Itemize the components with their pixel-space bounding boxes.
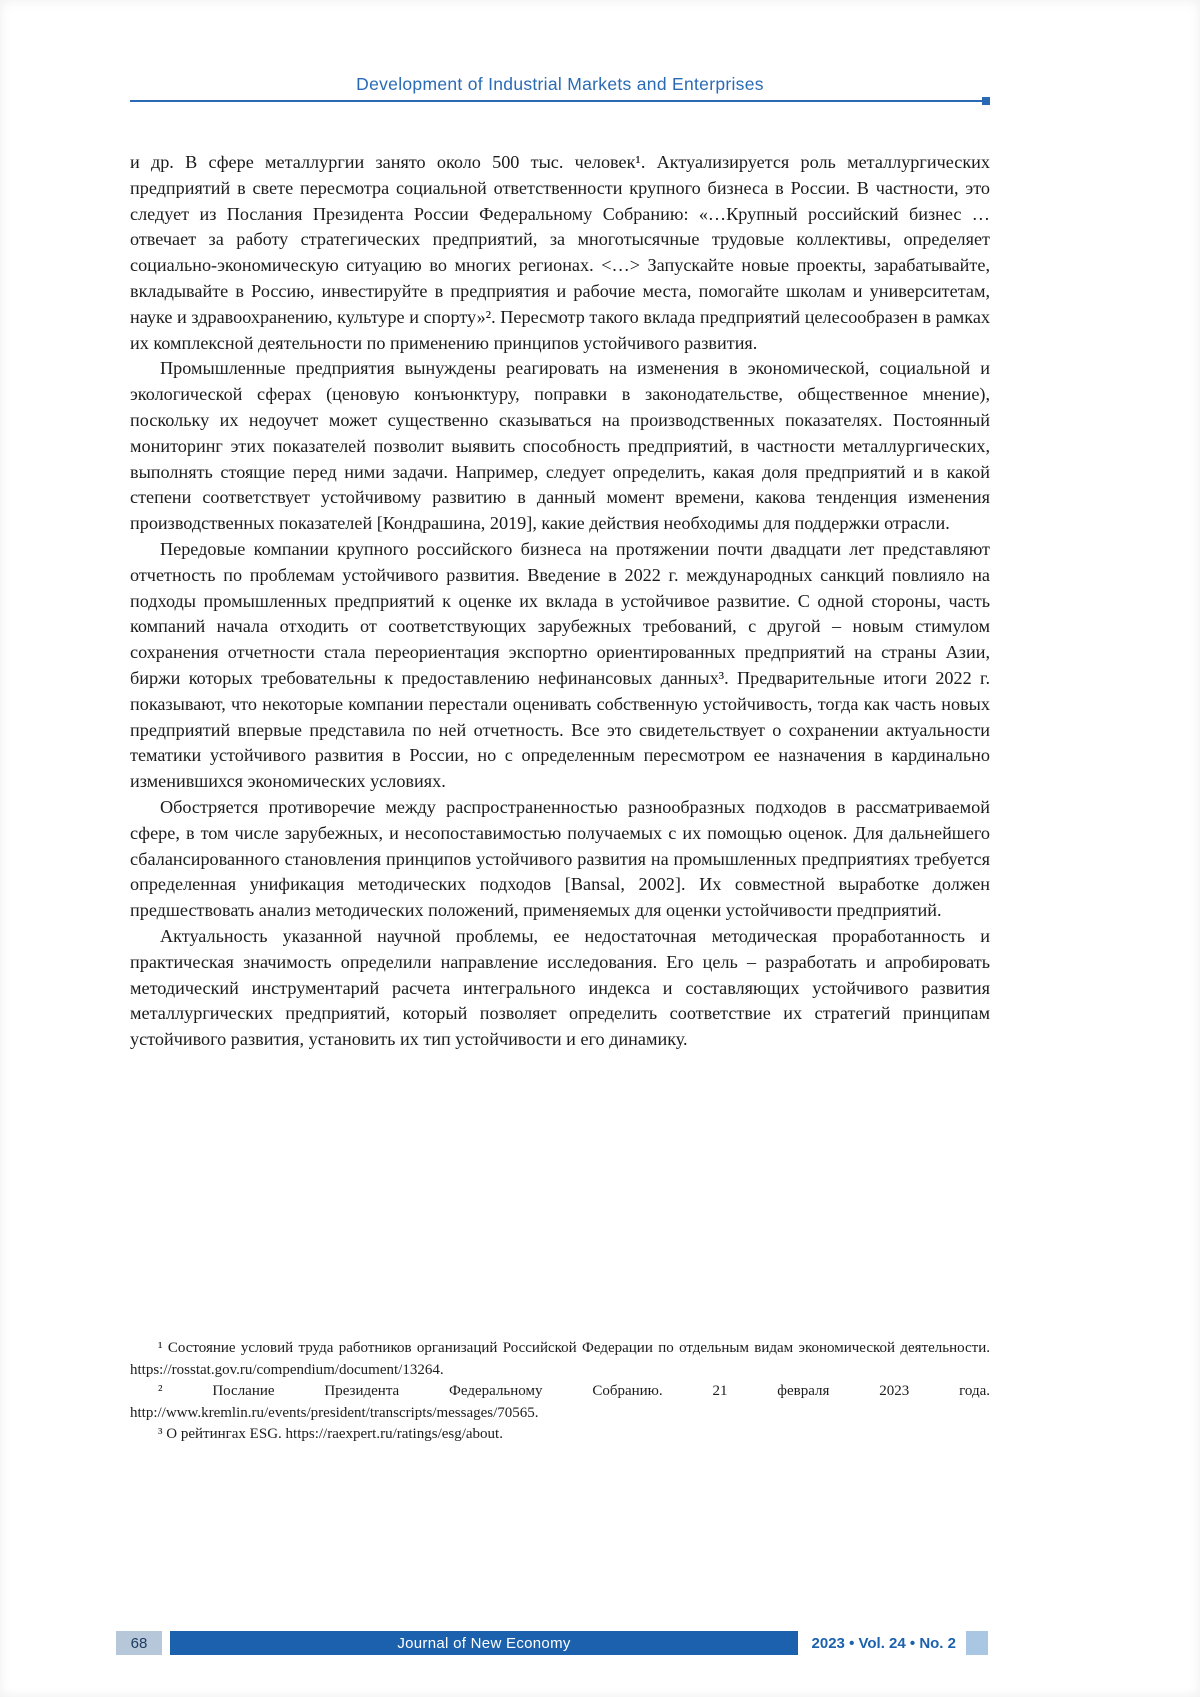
paragraph: Промышленные предприятия вынуждены реагировать на изменения в экономической, социальной и экологической сферах (ценовую конъюнктуру, поправки в законодательстве, общественное мнение), поскольку их недоучет может существенно сказываться на производственных показателях. Постоянный мониторинг этих показателей позволит выявить способность предприятий, в частности металлургических, выполнять стоящие перед ними задачи. Например, следует определить, какая доля предприятий и в какой степени соответствует устойчивому развитию в данный момент времени, какова тенденция изменения производственных показателей [Кондрашина, 2019], какие действия необходимы для поддержки отрасли. (130, 358, 990, 534)
running-head: Development of Industrial Markets and Enterprises (356, 74, 764, 94)
footnote: ² Послание Президента Федеральному Собранию. 21 февраля 2023 года. http://www.kremlin.ru/events/president/transcripts/messages/70565. (130, 1383, 990, 1421)
footnote: ³ О рейтингах ESG. https://raexpert.ru/ratings/esg/about. (158, 1426, 503, 1443)
issue-info: 2023 • Vol. 24 • No. 2 (811, 1634, 956, 1652)
footnotes-section (130, 1338, 990, 1446)
footnote: ¹ Состояние условий труда работников организаций Российской Федерации по отдельным видам экономической деятельности. https://rosstat.gov.ru/compendium/document/13264. (130, 1340, 990, 1378)
paragraph: Передовые компании крупного российского бизнеса на протяжении почти двадцати лет представляют отчетность по проблемам устойчивого развития. Введение в 2022 г. международных санкций повлияло на подходы промышленных предприятий к оценке их вклада в устойчивое развитие. С одной стороны, часть компаний начала отходить от соответствующих зарубежных требований, с другой – новым стимулом сохранения отчетности стала переориентация экспортно ориентированных предприятий на страны Азии, биржи которых требовательны к предоставлению нефинансовых данных³. Предварительные итоги 2022 г. показывают, что некоторые компании перестали оценивать собственную устойчивость, тогда как часть новых предприятий впервые представила по ней отчетность. Все это свидетельствует о сохранении актуальности тематики устойчивого развития в России, но с определенным пересмотром ее назначения в кардинально изменившихся экономических условиях. (130, 538, 990, 792)
paragraph: Актуальность указанной научной проблемы, ее недостаточная методическая проработанность и практическая значимость определили направление исследования. Его цель – разработать и апробировать методический инструментарий расчета интегрального индекса и составляющих устойчивого развития металлургических предприятий, который позволяет определить соответствие их стратегий принципам устойчивого развития, установить их тип устойчивости и его динамику. (130, 925, 990, 1050)
article-body (130, 150, 990, 1053)
paragraph: Обостряется противоречие между распространенностью разнообразных подходов в рассматриваемой сфере, в том числе зарубежных, и несопоставимостью получаемых с их помощью оценок. Для дальнейшего сбалансированного становления принципов устойчивого развития на промышленных предприятиях требуется определенная унификация методических подходов [Bansal, 2002]. Их совместной выработке должен предшествовать анализ методических положений, применяемых для оценки устойчивости предприятий. (130, 796, 990, 921)
header-rule-accent-square (982, 97, 990, 105)
header-rule (130, 100, 990, 102)
page-number: 68 (116, 1631, 162, 1655)
paragraph: и др. В сфере металлургии занято около 500 тыс. человек¹. Актуализируется роль металлургических предприятий в свете пересмотра социальной ответственности крупного бизнеса в России. В частности, это следует из Послания Президента России Федеральному Собранию: «…Крупный российский бизнес … отвечает за работу стратегических предприятий, за многотысячные трудовые коллективы, определяет социально-экономическую ситуацию во многих регионах. <…> Запускайте новые проекты, зарабатывайте, вкладывайте в Россию, инвестируйте в предприятия и рабочие места, помогайте школам и университетам, науке и здравоохранению, культуре и спорту»². Пересмотр такого вклада предприятий целесообразен в рамках их комплексной деятельности по применению принципов устойчивого развития. (130, 152, 990, 353)
footer-accent-square (966, 1631, 988, 1655)
journal-name-bar: Journal of New Economy (170, 1631, 798, 1655)
page-footer (116, 1631, 988, 1655)
